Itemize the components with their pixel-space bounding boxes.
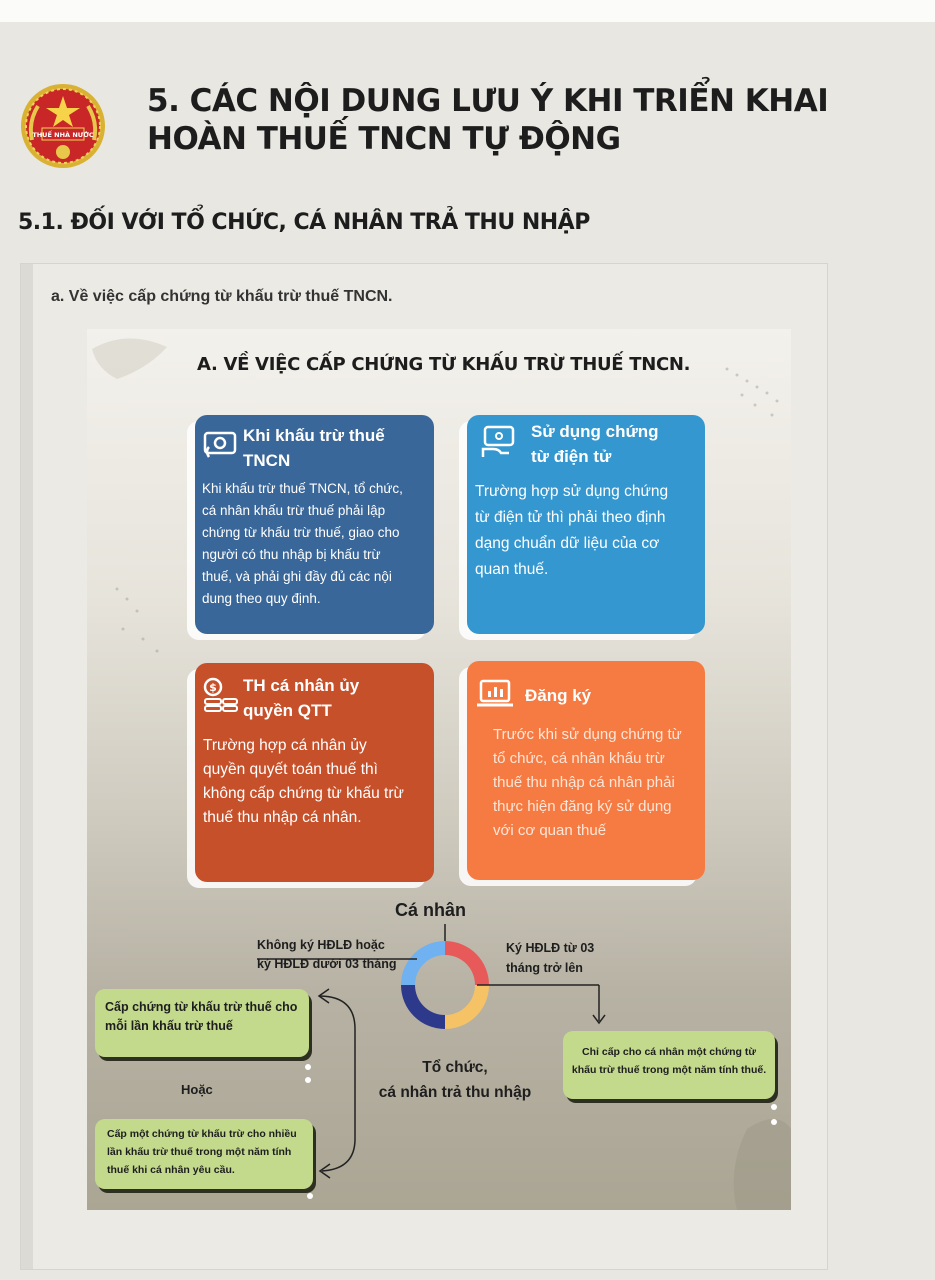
card-title-line1: Sử dụng chứng bbox=[531, 422, 659, 441]
subsection-label: a. Về việc cấp chứng từ khấu trừ thuế TNCN. bbox=[51, 288, 393, 305]
card-body-line: dạng chuẩn dữ liệu của cơ bbox=[475, 535, 660, 552]
emblem-label: THUẾ NHÀ NƯỚC bbox=[32, 131, 94, 139]
green-box-nhieu-lan bbox=[95, 1119, 313, 1189]
diagram-or-label: Hoặc bbox=[181, 1082, 213, 1097]
panel-left-bar bbox=[21, 264, 33, 1269]
green-box-line: Cấp chứng từ khấu trừ thuế cho bbox=[105, 1000, 298, 1014]
page-title bbox=[147, 82, 887, 158]
diagram-ca-nhan: Cá nhân bbox=[395, 900, 467, 920]
right-branch-line2: tháng trở lên bbox=[506, 961, 583, 975]
decorative-dot bbox=[305, 1077, 311, 1083]
infographic bbox=[87, 329, 791, 1210]
diagram-to-chuc bbox=[375, 1055, 535, 1105]
decorative-dot bbox=[305, 1064, 311, 1070]
card-body-line: tổ chức, cá nhân khấu trừ bbox=[493, 750, 665, 767]
card-title-line2: TNCN bbox=[243, 451, 291, 470]
card-body-line: với cơ quan thuế bbox=[493, 822, 607, 839]
card-body-line: thực hiện đăng ký sử dụng bbox=[493, 798, 672, 815]
card-body-line: người có thu nhập bị khấu trừ bbox=[202, 547, 381, 562]
decorative-dot bbox=[771, 1104, 777, 1110]
green-box-line: mỗi lần khấu trừ thuế bbox=[105, 1019, 233, 1033]
decorative-dot bbox=[771, 1119, 777, 1125]
card-body-line: từ điện tử thì phải theo định bbox=[475, 509, 666, 526]
card-body-line: quyền quyết toán thuế thì bbox=[203, 761, 378, 778]
left-branch-line2: ký HĐLĐ dưới 03 tháng bbox=[257, 957, 397, 971]
card-body-line: Khi khấu trừ thuế TNCN, tổ chức, bbox=[202, 481, 403, 496]
card-body-line: chứng từ khấu trừ thuế, giao cho bbox=[202, 525, 400, 540]
card-body-line: thuế thu nhập cá nhân phải bbox=[493, 774, 675, 791]
section-title: 5.1. ĐỐI VỚI TỔ CHỨC, CÁ NHÂN TRẢ THU NHẬP bbox=[18, 210, 590, 235]
green-box-line: thuế khi cá nhân yêu cầu. bbox=[107, 1164, 235, 1176]
card-title-line1: TH cá nhân ủy bbox=[243, 676, 360, 695]
top-bar bbox=[0, 0, 935, 22]
bottom-label-line2: cá nhân trả thu nhập bbox=[378, 1084, 532, 1101]
card-body-line: Trường hợp cá nhân ủy bbox=[203, 737, 367, 754]
card-title-line1: Khi khấu trừ thuế bbox=[243, 426, 385, 445]
card-body-line: Trường hợp sử dụng chứng bbox=[475, 483, 669, 500]
bottom-label-line1: Tổ chức, bbox=[422, 1059, 488, 1076]
green-box-line: khấu trừ thuế trong một năm tính thuế. bbox=[571, 1064, 767, 1076]
right-branch-line1: Ký HĐLĐ từ 03 bbox=[506, 941, 595, 955]
card-title-line2: quyền QTT bbox=[243, 701, 332, 720]
card-body-line: quan thuế. bbox=[475, 561, 549, 578]
card-body-line: thuế thu nhập cá nhân. bbox=[203, 809, 362, 826]
page-title-line1: 5. CÁC NỘI DUNG LƯU Ý KHI TRIỂN KHAI bbox=[147, 83, 829, 119]
svg-text:$: $ bbox=[209, 681, 217, 694]
diagram-left-branch bbox=[257, 936, 396, 974]
card-body-line: dung theo quy định. bbox=[202, 591, 321, 606]
green-box-mot-chung-tu bbox=[563, 1031, 775, 1099]
card-title-line1: Đăng ký bbox=[525, 686, 592, 705]
infographic-title: A. VỀ VIỆC CẤP CHỨNG TỪ KHẤU TRỪ THUẾ TNCN. bbox=[197, 354, 691, 375]
tax-emblem-icon bbox=[18, 82, 108, 170]
card-body-line: thuế, và phải ghi đầy đủ các nội bbox=[202, 569, 392, 584]
left-branch-line1: Không ký HĐLĐ hoặc bbox=[257, 938, 385, 952]
green-box-moi-lan bbox=[95, 989, 309, 1057]
card-body-line: không cấp chứng từ khấu trừ bbox=[203, 785, 404, 802]
green-box-line: Cấp một chứng từ khấu trừ cho nhiều bbox=[107, 1128, 297, 1140]
page-title-line2: HOÀN THUẾ TNCN TỰ ĐỘNG bbox=[147, 121, 621, 157]
card-body-line: cá nhân khấu trừ thuế phải lập bbox=[202, 503, 386, 518]
card-title-line2: từ điện tử bbox=[531, 447, 612, 466]
green-box-line: Chỉ cấp cho cá nhân một chứng từ bbox=[582, 1046, 756, 1058]
decorative-dot bbox=[307, 1193, 313, 1199]
diagram-right-branch bbox=[506, 938, 594, 978]
card-body-line: Trước khi sử dụng chứng từ bbox=[493, 726, 682, 743]
green-box-line: lần khấu trừ thuế trong một năm tính bbox=[107, 1146, 292, 1158]
